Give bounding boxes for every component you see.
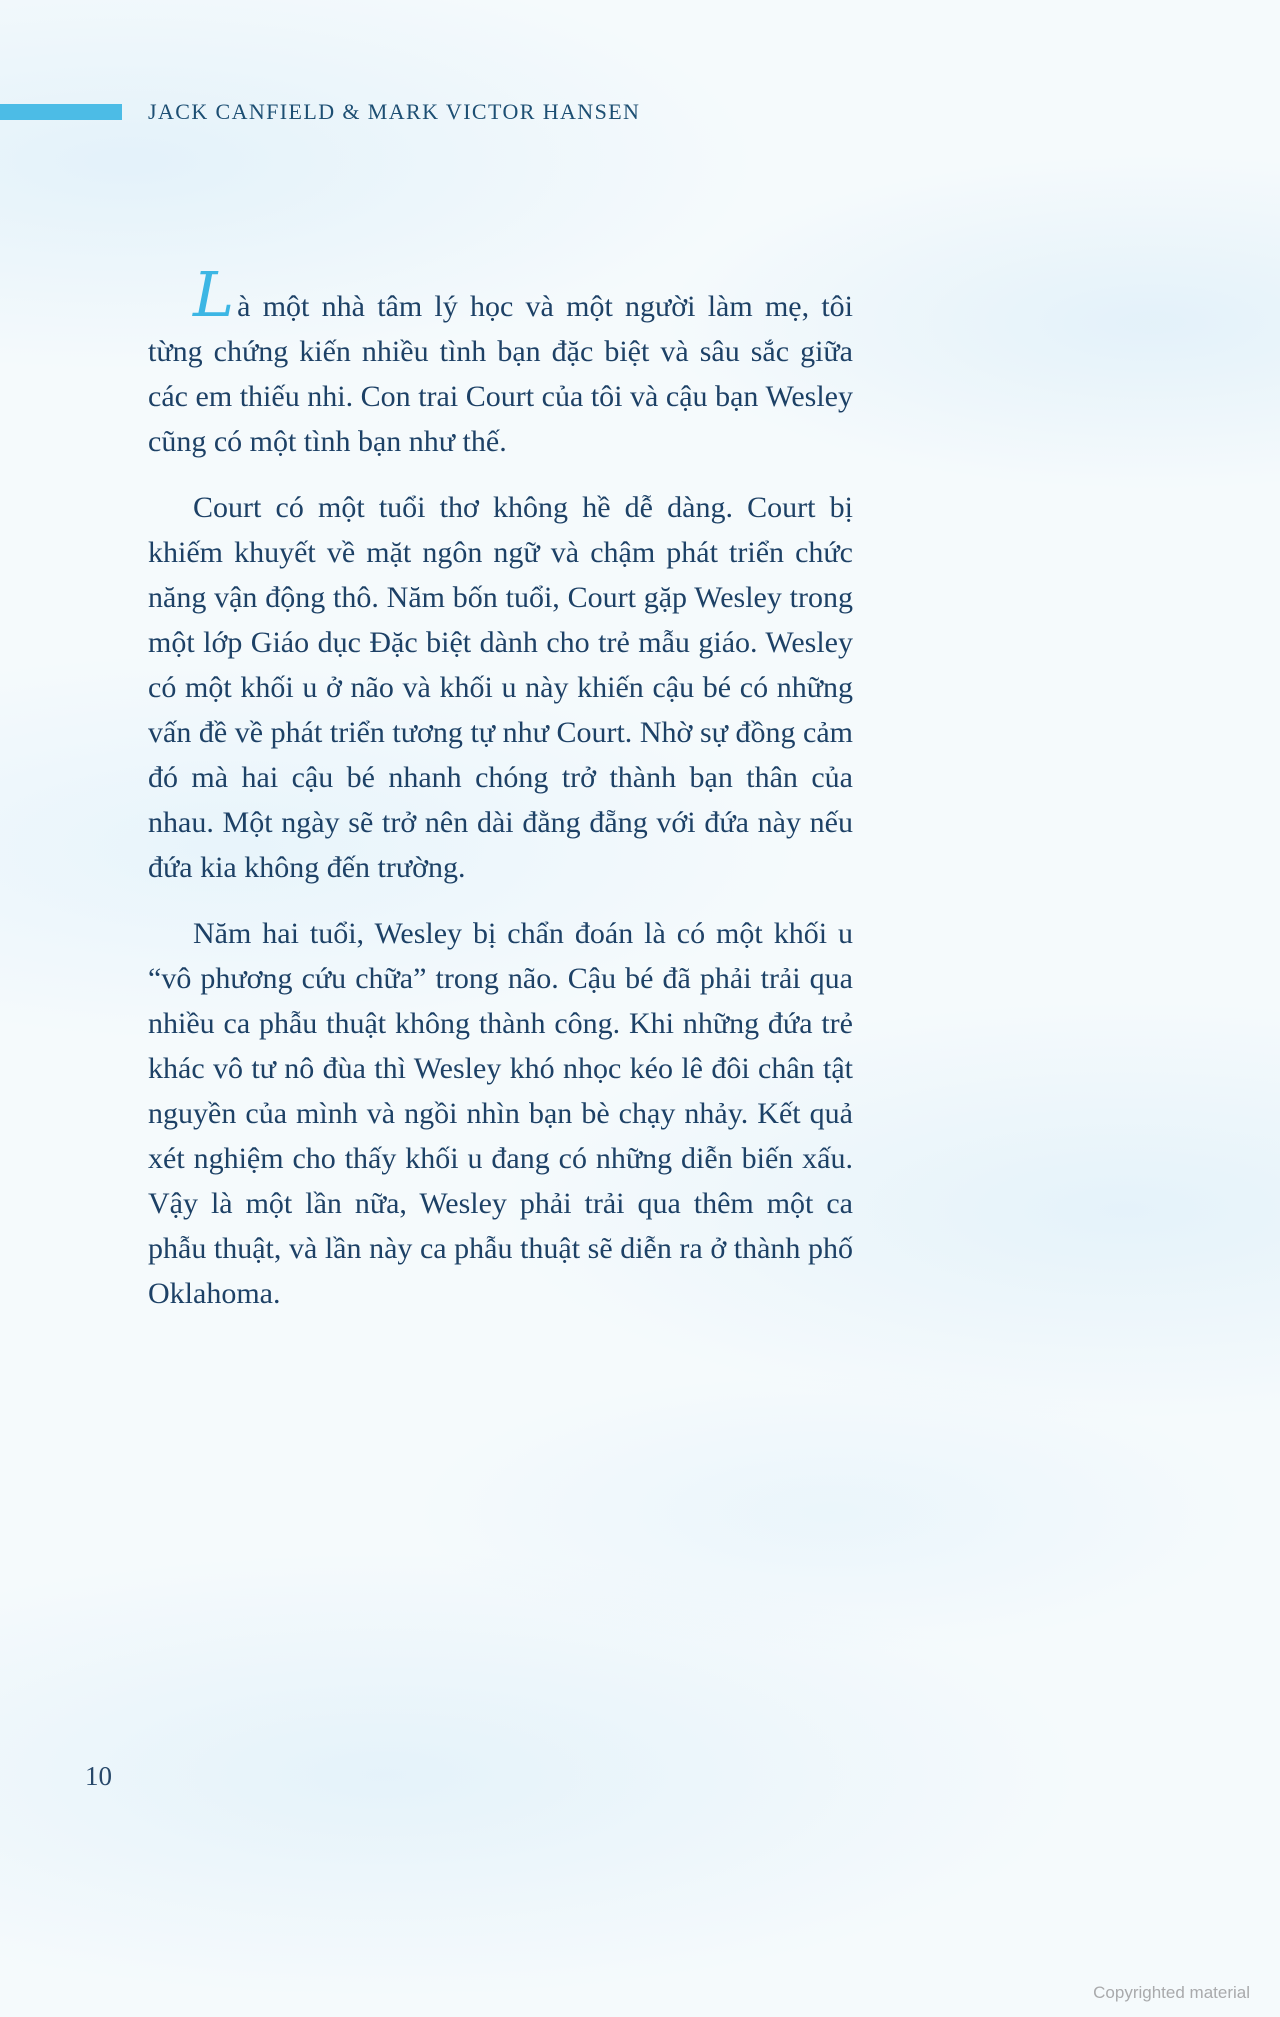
- paragraph: Court có một tuổi thơ không hề dễ dàng. Court bị khiếm khuyết về mặt ngôn ngữ và chậm phát triển chức năng vận động thô. Năm bốn tuổi, Court gặp Wesley trong một lớp Giáo dục Đặc biệt dành cho trẻ mẫu giáo. Wesley có một khối u ở não và khối u này khiến cậu bé có những vấn đề về phát triển tương tự như Court. Nhờ sự đồng cảm đó mà hai cậu bé nhanh chóng trở thành bạn thân của nhau. Một ngày sẽ trở nên dài đằng đẵng với đứa này nếu đứa kia không đến trường.: [148, 491, 853, 884]
- page-body: [148, 258, 853, 1337]
- copyright-note: Copyrighted material: [1093, 1983, 1250, 2002]
- page-number: 10: [85, 1761, 112, 1791]
- paragraph-opening: [148, 258, 853, 464]
- paragraph: Năm hai tuổi, Wesley bị chẩn đoán là có một khối u “vô phương cứu chữa” trong não. Cậu bé đã phải trải qua nhiều ca phẫu thuật không thành công. Khi những đứa trẻ khác vô tư nô đùa thì Wesley khó nhọc kéo lê đôi chân tật nguyền của mình và ngồi nhìn bạn bè chạy nhảy. Kết quả xét nghiệm cho thấy khối u đang có những diễn biến xấu. Vậy là một lần nữa, Wesley phải trải qua thêm một ca phẫu thuật, và lần này ca phẫu thuật sẽ diễn ra ở thành phố Oklahoma.: [148, 917, 853, 1310]
- header-accent-bar: [0, 104, 122, 120]
- drop-cap: L: [193, 258, 235, 331]
- running-header: JACK CANFIELD & MARK VICTOR HANSEN: [148, 99, 641, 124]
- paragraph-opening-text: à một nhà tâm lý học và một người làm mẹ, tôi từng chứng kiến nhiều tình bạn đặc biệt và sâu sắc giữa các em thiếu nhi. Con trai Court của tôi và cậu bạn Wesley cũng có một tình bạn như thế.: [148, 290, 853, 458]
